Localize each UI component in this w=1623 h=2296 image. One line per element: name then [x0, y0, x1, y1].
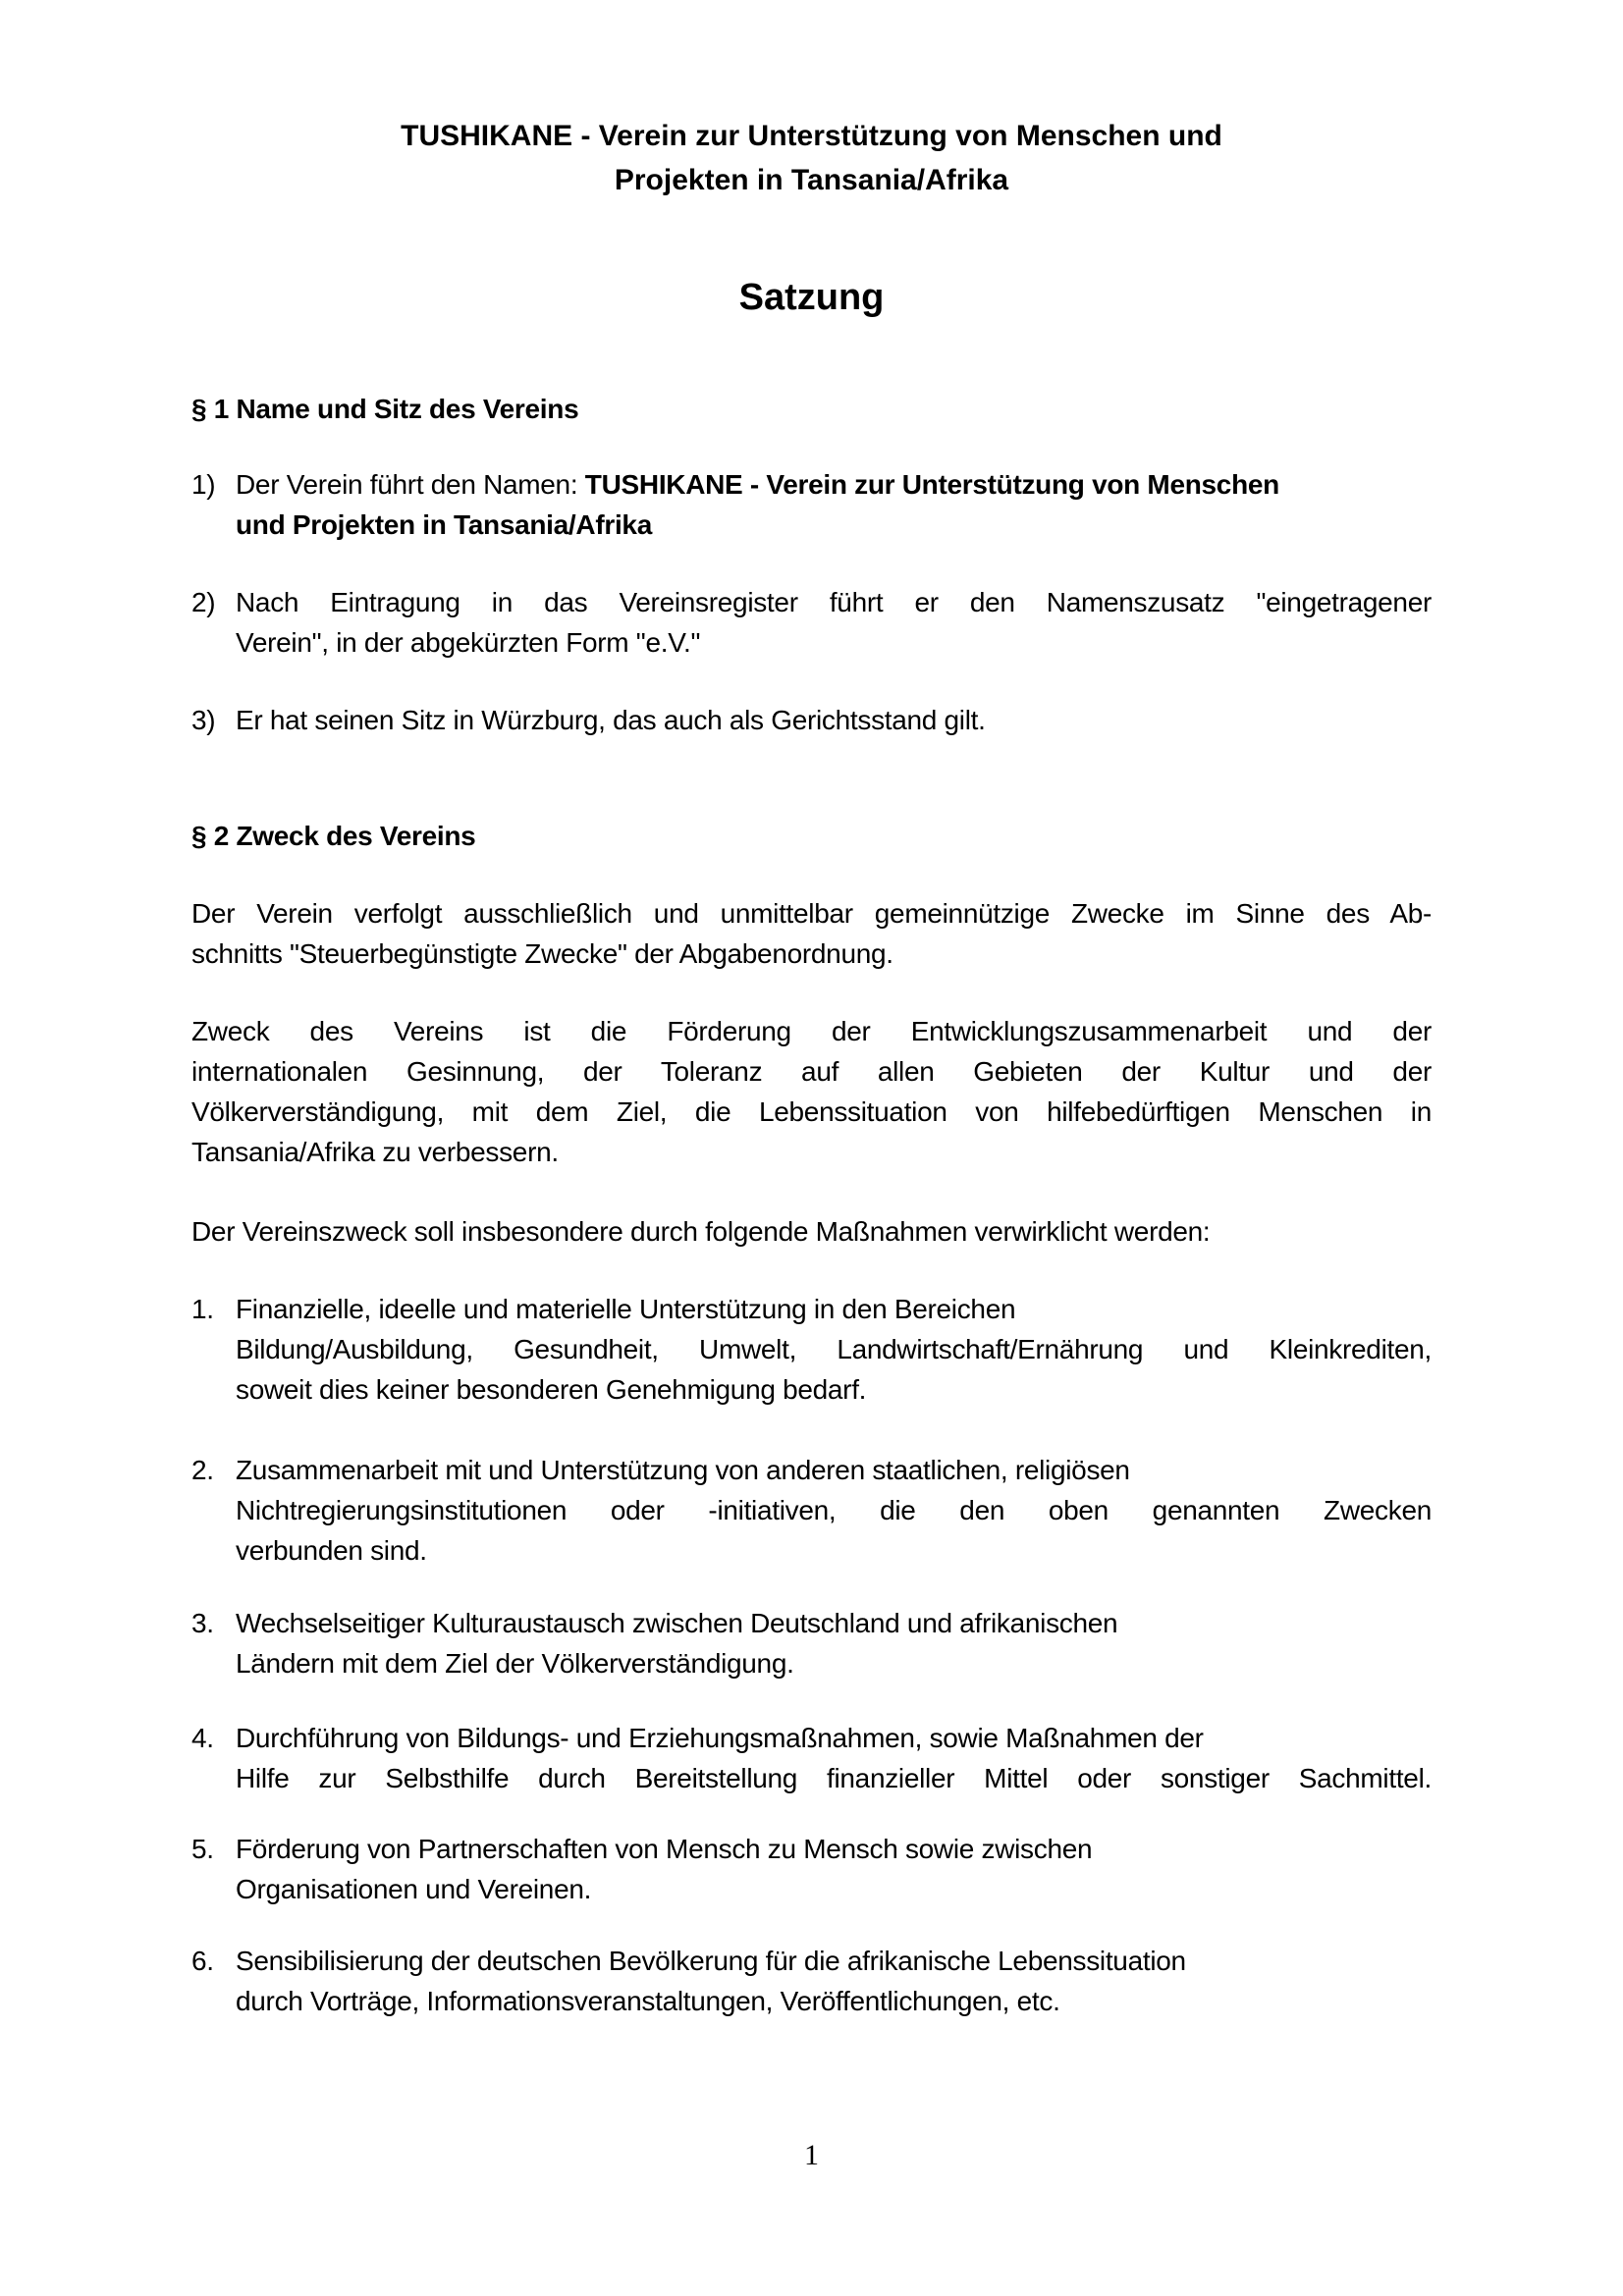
paragraph-line: internationalen Gesinnung, der Toleranz auf allen Gebieten der Kultur und der — [191, 1056, 1432, 1087]
list-marker: 3) — [191, 705, 216, 735]
list-item — [191, 1289, 1432, 1410]
list-item — [191, 1829, 1432, 1909]
list-item — [191, 1718, 1432, 1798]
paragraph-line: Förderung von Partnerschaften von Mensch zu Mensch sowie zwischen — [236, 1834, 1093, 1864]
paragraph-line: Bildung/Ausbildung, Gesundheit, Umwelt, Landwirtschaft/Ernährung und Kleinkrediten, — [236, 1334, 1432, 1364]
paragraph-line: Organisationen und Vereinen. — [236, 1874, 592, 1904]
paragraph-line: Ländern mit dem Ziel der Völkerverständigung. — [236, 1648, 794, 1679]
list-item — [191, 464, 1432, 545]
list-marker: 5. — [191, 1834, 214, 1864]
paragraph-line: Zusammenarbeit mit und Unterstützung von anderen staatlichen, religiösen — [236, 1455, 1130, 1485]
paragraph — [191, 1011, 1432, 1172]
list-marker: 1) — [191, 469, 216, 500]
list-item — [191, 1450, 1432, 1571]
paragraph — [191, 893, 1432, 974]
paragraph-line: und Projekten in Tansania/Afrika — [236, 509, 652, 540]
list-item — [191, 1941, 1432, 2021]
paragraph-line: Völkerverständigung, mit dem Ziel, die Lebenssituation von hilfebedürftigen Menschen in — [191, 1096, 1432, 1127]
paragraph-line: Verein", in der abgekürzten Form "e.V." — [236, 627, 701, 658]
list-marker: 6. — [191, 1946, 214, 1976]
paragraph-line: verbunden sind. — [236, 1535, 427, 1566]
list-item — [191, 700, 1432, 740]
paragraph-line: soweit dies keiner besonderen Genehmigung bedarf. — [236, 1374, 867, 1405]
paragraph-line: Der Verein verfolgt ausschließlich und unmittelbar gemeinnützige Zwecke im Sinne des Ab- — [191, 898, 1432, 929]
paragraph-line: Zweck des Vereins ist die Förderung der Entwicklungszusammenarbeit und der — [191, 1016, 1432, 1046]
paragraph-line: Er hat seinen Sitz in Würzburg, das auch als Gerichtsstand gilt. — [236, 705, 986, 735]
paragraph-line: Nach Eintragung in das Vereinsregister führt er den Namenszusatz "eingetragener — [236, 587, 1432, 617]
paragraph-line: Wechselseitiger Kulturaustausch zwischen Deutschland und afrikanischen — [236, 1608, 1118, 1638]
list-marker: 2) — [191, 587, 216, 617]
paragraph-line: Der Vereinszweck soll insbesondere durch folgende Maßnahmen verwirklicht werden: — [191, 1216, 1211, 1247]
list-item — [191, 582, 1432, 663]
document-title-line: Projekten in Tansania/Afrika — [614, 164, 1009, 196]
list-item — [191, 1603, 1432, 1683]
paragraph-line: durch Vorträge, Informationsveranstaltungen, Veröffentlichungen, etc. — [236, 1986, 1060, 2016]
page-number: 1 — [804, 2139, 819, 2171]
document-title-line: TUSHIKANE - Verein zur Unterstützung von Menschen und — [401, 120, 1222, 152]
paragraph-line: Hilfe zur Selbsthilfe durch Bereitstellung finanzieller Mittel oder sonstiger Sachmittel. — [236, 1763, 1432, 1793]
paragraph-line: Tansania/Afrika zu verbessern. — [191, 1137, 559, 1167]
text-segment-bold: TUSHIKANE - Verein zur Unterstützung von Menschen — [584, 469, 1279, 500]
list-marker: 3. — [191, 1608, 214, 1638]
document-heading: Satzung — [738, 277, 885, 318]
list-marker: 2. — [191, 1455, 214, 1485]
paragraph-line: schnitts "Steuerbegünstigte Zwecke" der Abgabenordnung. — [191, 938, 893, 969]
document-title — [191, 114, 1432, 202]
paragraph-line: Sensibilisierung der deutschen Bevölkerung für die afrikanische Lebenssituation — [236, 1946, 1186, 1976]
text-segment: Der Verein führt den Namen: — [236, 469, 585, 500]
paragraph — [191, 1211, 1432, 1252]
list-marker: 4. — [191, 1723, 214, 1753]
section-2-heading: § 2 Zweck des Vereins — [191, 821, 476, 851]
paragraph-line: Finanzielle, ideelle und materielle Unterstützung in den Bereichen — [236, 1294, 1016, 1324]
paragraph-line: Durchführung von Bildungs- und Erziehungsmaßnahmen, sowie Maßnahmen der — [236, 1723, 1204, 1753]
list-marker: 1. — [191, 1294, 214, 1324]
section-1-heading: § 1 Name und Sitz des Vereins — [191, 394, 579, 424]
paragraph-line — [236, 464, 1432, 505]
paragraph-line: Nichtregierungsinstitutionen oder -initiativen, die den oben genannten Zwecken — [236, 1495, 1432, 1525]
